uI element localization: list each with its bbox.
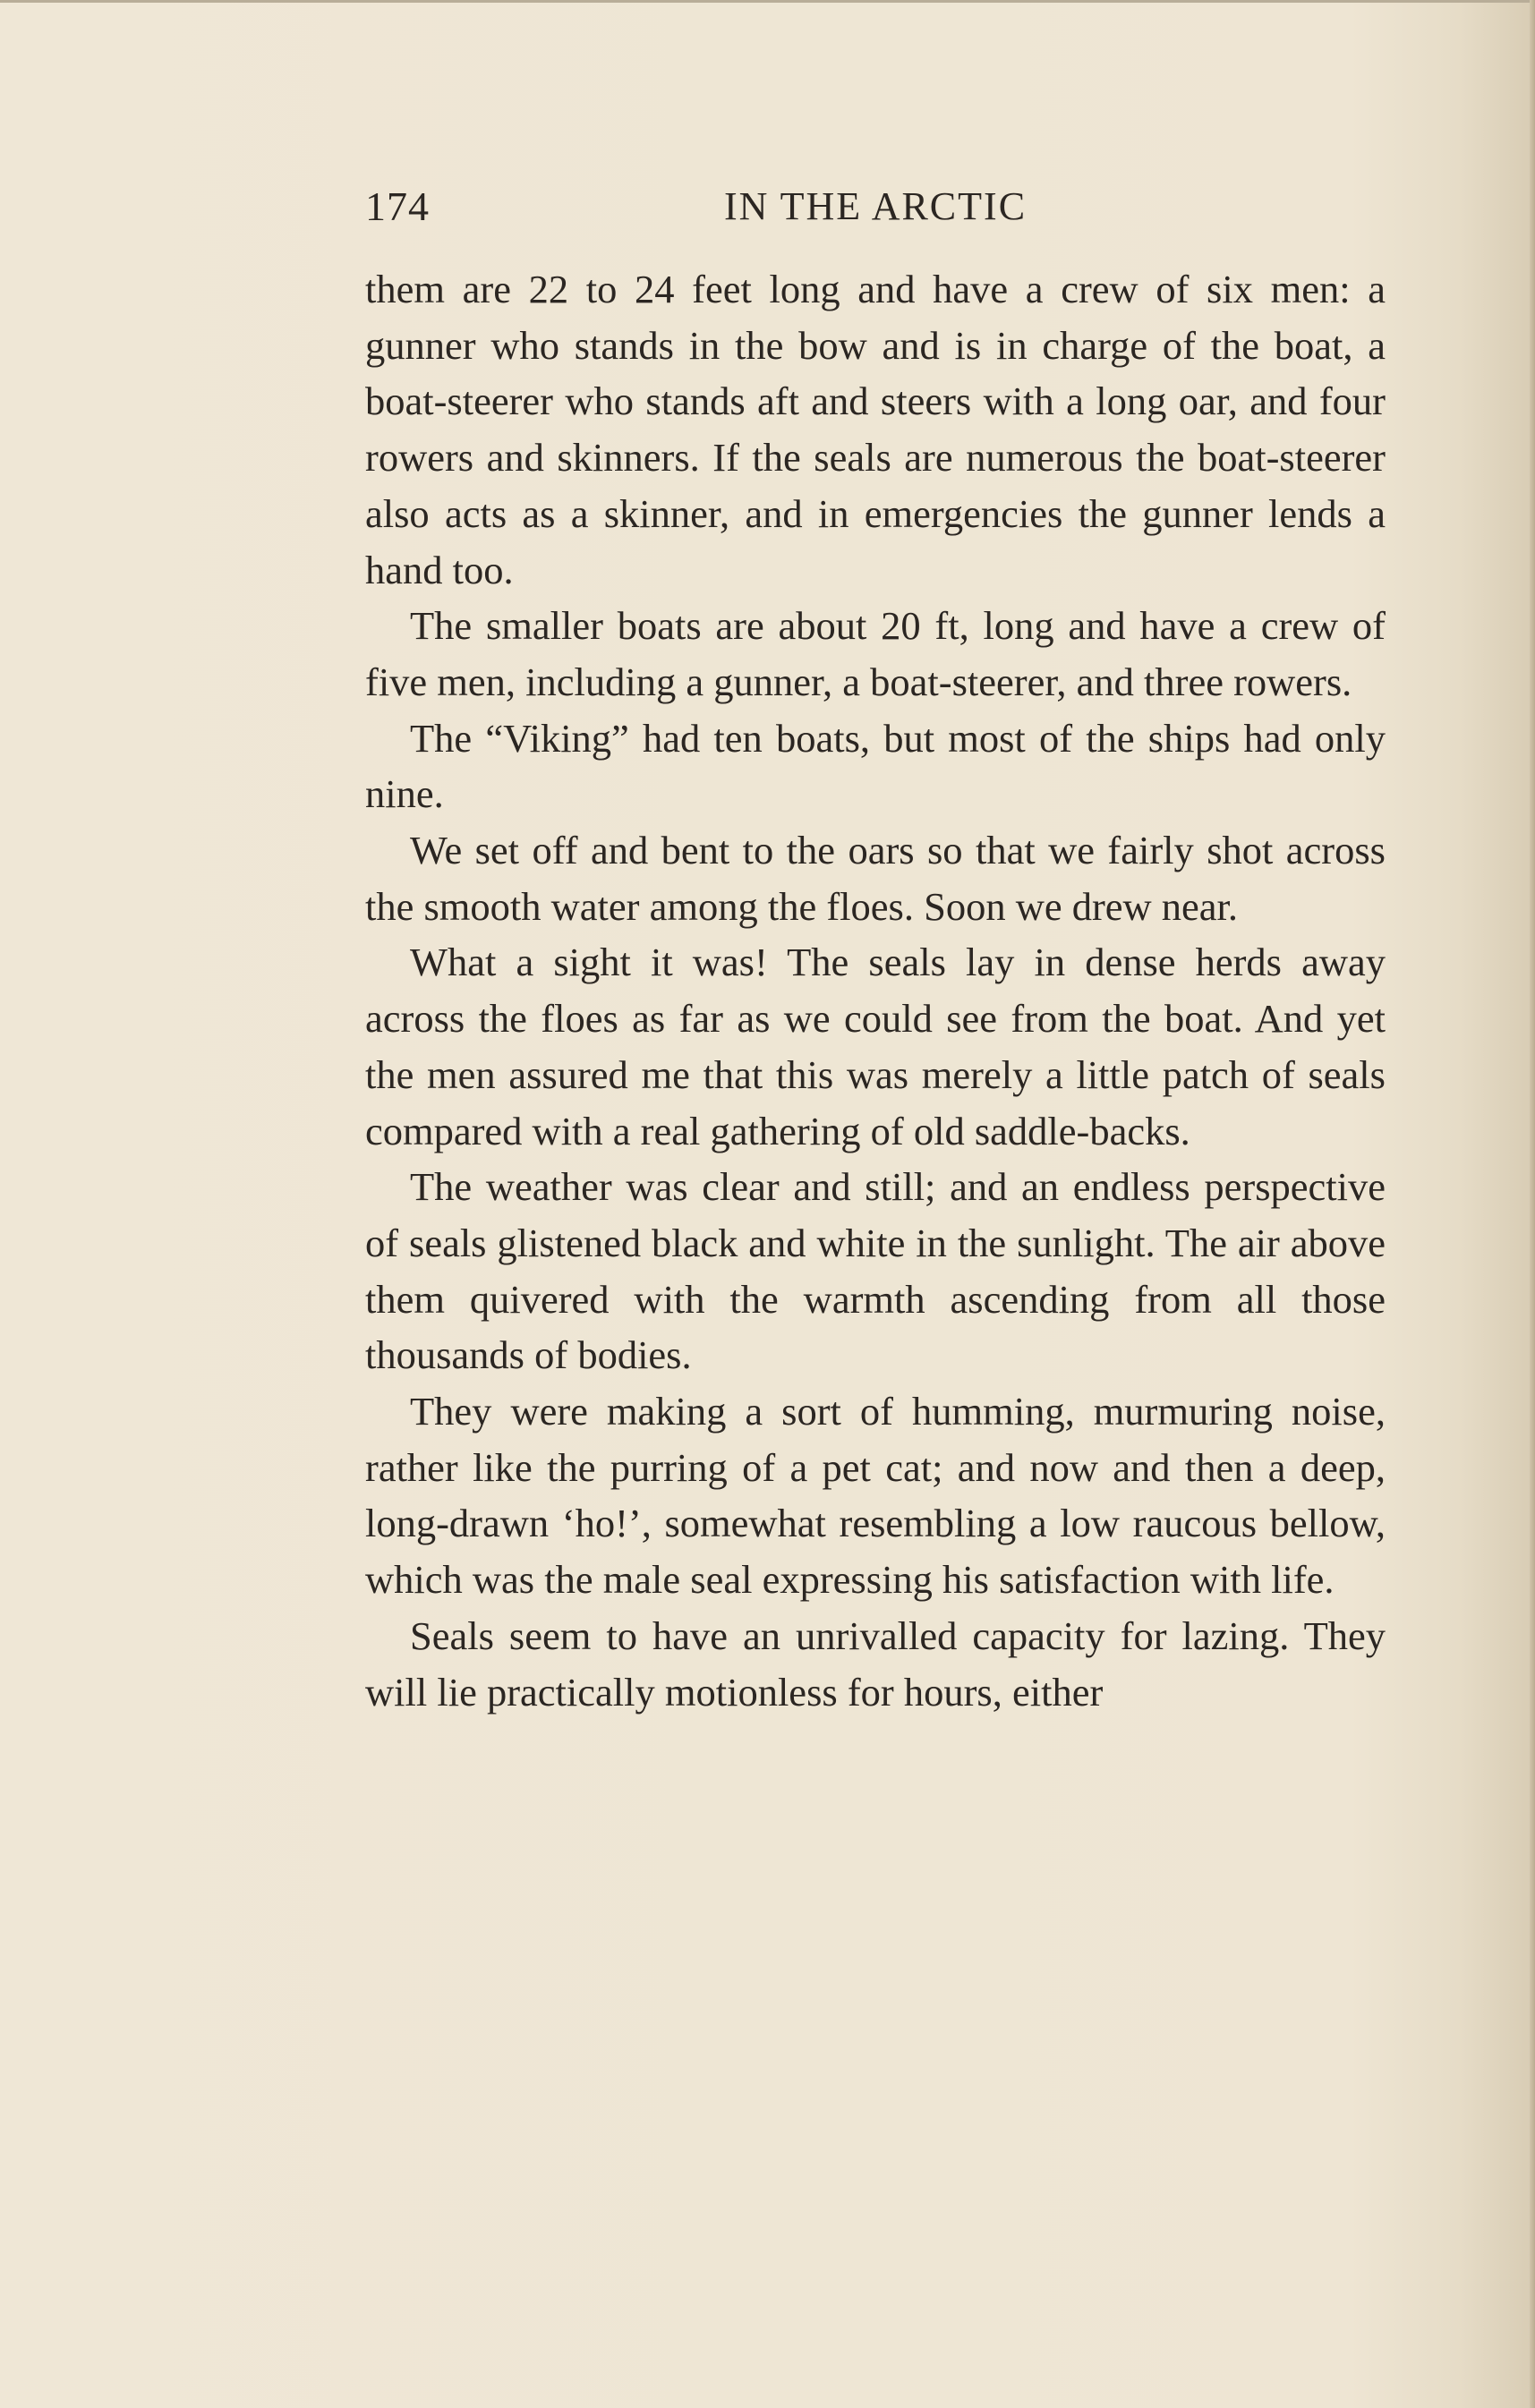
paragraph-1: them are 22 to 24 feet long and have a crew of six men: a gunner who stands in the bow and is in charge of the boat, a boat-steerer who stands aft and steers with a long oar, and four rowers and skinners. If the seals are numerous the boat-steerer also acts as a skinner, and in emergencies the gunner lends a hand too.: [365, 267, 1386, 592]
page-gutter-shadow: [1530, 0, 1535, 2408]
paragraph-6: The weather was clear and still; and an endless perspective of seals glistened black and white in the sunlight. The air above them quivered with the warmth ascending from all those thousands of bodies.: [365, 1164, 1386, 1378]
page-number: 174: [365, 183, 430, 229]
paragraph-5: What a sight it was! The seals lay in dense herds away across the floes as far as we could see from the boat. And yet the men assured me that this was merely a little patch of seals compared with a real gathering of old saddle-backs.: [365, 940, 1386, 1153]
running-title: IN THE ARCTIC: [723, 184, 1028, 228]
paragraph-4: We set off and bent to the oars so that we fairly shot across the smooth water among the floes. Soon we drew near.: [365, 828, 1386, 929]
page-top-edge: [0, 0, 1535, 3]
paragraph-2: The smaller boats are about 20 ft, long and have a crew of five men, including a gunner, a boat-steerer, and three rowers.: [365, 603, 1386, 704]
paragraph-7: They were making a sort of humming, murmuring noise, rather like the purring of a pet cat; and now and then a deep, long-drawn ‘ho!’, somewhat resembling a low raucous bellow, which was the male seal expressing his satisfaction with life.: [365, 1389, 1386, 1603]
body-text: [365, 261, 1386, 1720]
paragraph-8: Seals seem to have an unrivalled capacity for lazing. They will lie practically motionless for hours, either: [365, 1612, 1386, 1715]
paragraph-3: The “Viking” had ten boats, but most of the ships had only nine.: [365, 715, 1386, 817]
running-head: [365, 175, 1386, 238]
